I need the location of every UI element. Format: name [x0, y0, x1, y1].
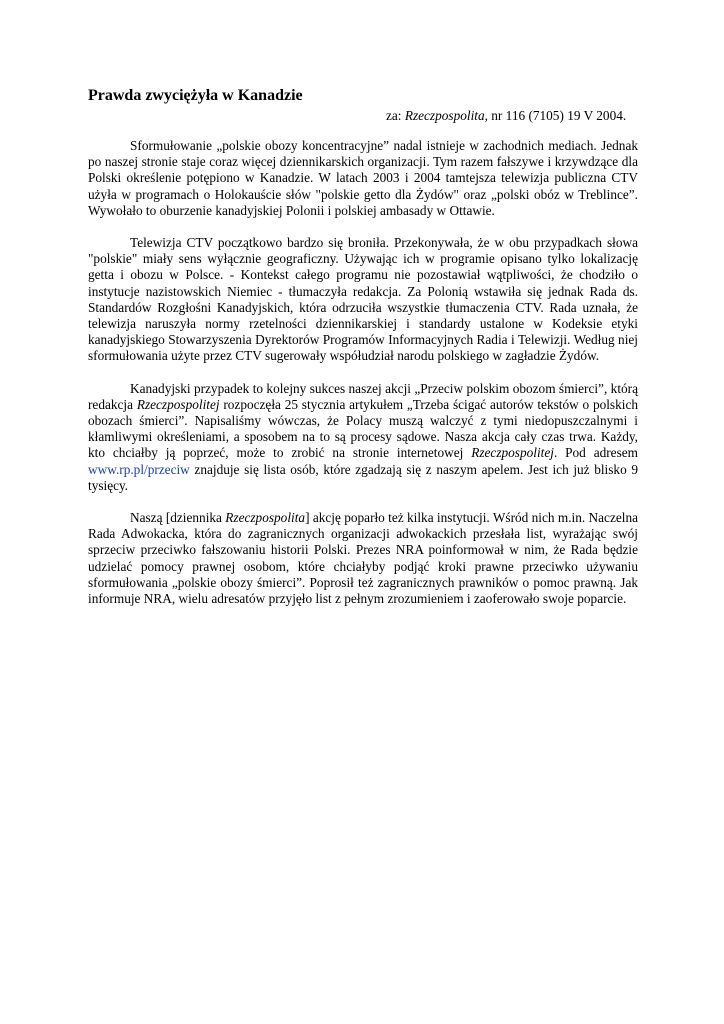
paragraph-3	[88, 381, 638, 494]
article-body	[88, 86, 638, 607]
paragraph-text: rozpoczęła 25 stycznia artykułem „Trzeba ścigać autorów tekstów o polskich obozach śmierci”. Napisaliśmy wówczas, że Polacy muszą walczyć z tymi niedopuszczalnymi i kłamliwymi określeniami, a sposobem na to są procesy sądowe. Nasza akcja cały czas trwa. Każdy, kto chciałby ją poprzeć, może to zrobić na stronie internetowej	[88, 396, 639, 461]
spacer	[88, 494, 638, 510]
italic-text: Rzeczpospolitej	[136, 396, 220, 412]
source-line	[386, 107, 638, 124]
spacer	[88, 365, 638, 381]
article-title: Prawda zwyciężyła w Kanadzie	[88, 87, 303, 104]
italic-text: Rzeczpospolitej	[471, 445, 554, 461]
paragraph-text: Kanadyjski przypadek to kolejny sukces naszej akcji „Przeciw polskim obozom śmierci”, którą redakcja	[88, 380, 638, 412]
paragraph-4	[88, 510, 638, 607]
paragraph-text: Sformułowanie „polskie obozy koncentracyjne” nadal istnieje w zachodnich mediach. Jednak po naszej stronie staje coraz więcej dziennikarskich organizacji. Tym razem fałszywe i krzywdzące dla Polski określenie potępiono w Kanadzie. W latach 2003 i 2004 tamtejsza telewizja publiczna CTV użyła w programach o Holokauście słów "polskie getto dla Żydów" oraz „polski obóz w Treblince”. Wywołało to oburzenie kanadyjskiej Polonii i polskiej ambasady w Ottawie.	[88, 138, 638, 218]
source-prefix: za:	[386, 108, 405, 123]
article-source	[88, 107, 638, 124]
source-publication: Rzeczpospolita,	[404, 108, 488, 123]
source-details: nr 116 (7105) 19 V 2004.	[487, 108, 627, 123]
paragraph-1	[88, 138, 638, 219]
paragraph-2	[88, 235, 638, 365]
website-link[interactable]: www.rp.pl/przeciw	[88, 461, 190, 477]
paragraph-text: Telewizja CTV początkowo bardzo się broniła. Przekonywała, że w obu przypadkach słowa "polskie" miały sens wyłącznie geograficzny. Używając ich w programie opisano tylko lokalizację getta i obozu w Polsce. - Kontekst całego programu nie pozostawiał wątpliwości, że chodziło o instytucje nazistowskich Niemiec - tłumaczyła redakcja. Za Polonią wstawiła się jednak Rada ds. Standardów Rozgłośni Kanadyjskich, która odrzuciła wszystkie tłumaczenia CTV. Rada uznała, że telewizja naruszyła normy rzetelności dziennikarskiej i standardy ustalone w Kodeksie etyki kanadyjskiego Stowarzyszenia Dyrektorów Programów Informacyjnych Radia i Telewizji. Według niej sformułowania użyte przez CTV sugerowały współudział narodu polskiego w zagładzie Żydów.	[88, 235, 638, 364]
paragraph-text: Naszą [dziennika	[130, 510, 226, 526]
spacer	[88, 219, 638, 235]
spacer	[88, 124, 638, 138]
paragraph-text: znajduje się lista osób, które zgadzają się z naszym apelem. Jest ich już blisko 9 tysięcy.	[88, 461, 638, 493]
paragraph-text: ] akcję poparło też kilka instytucji. Wśród nich m.in. Naczelna Rada Adwokacka, która do zagranicznych organizacji adwokackich przesłała list, wyrażając swój sprzeciw przeciwko fałszowaniu historii Polski. Prezes NRA poinformował w nim, że Rada będzie udzielać pomocy prawnej osobom, które chciałyby podjąć kroki prawne przeciwko używaniu sformułowania „polskie obozy śmierci”. Poprosił też zagranicznych prawników o pomoc prawną. Jak informuje NRA, wielu adresatów przyjęło list z pełnym zrozumieniem i zaoferowało swoje poparcie.	[88, 510, 638, 607]
paragraph-text: . Pod adresem	[553, 445, 638, 461]
italic-text: Rzeczpospolita	[225, 510, 306, 526]
